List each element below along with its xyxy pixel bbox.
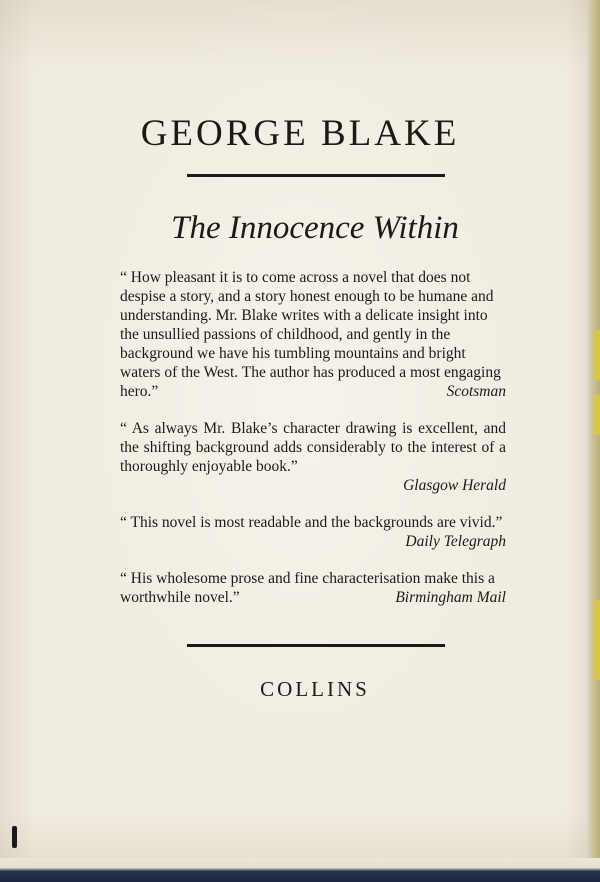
review-source-row xyxy=(120,476,506,495)
review-text: “ His wholesome prose and fine characterisation make this a worthwhile novel.” xyxy=(120,570,495,606)
review-quote-scotsman xyxy=(120,268,506,401)
review-text: “ How pleasant it is to come across a novel that does not despise a story, and a story honest enough to be humane and understanding. Mr. Blake writes with a delicate insight into the unsullied passions of childhood, and gently in the background we have his tumbling mountains and bright waters of the West. The author has produced a most engaging hero.” xyxy=(120,269,501,400)
top-divider xyxy=(187,174,445,177)
bottom-divider xyxy=(187,644,445,647)
review-quote-birmingham-mail xyxy=(120,569,506,607)
review-quotes xyxy=(120,268,506,625)
review-source: Daily Telegraph xyxy=(405,533,506,550)
worn-mark xyxy=(12,826,17,848)
review-source: Glasgow Herald xyxy=(403,477,506,494)
review-quote-daily-telegraph xyxy=(120,513,506,551)
book-title: The Innocence Within xyxy=(171,210,459,246)
author-name: GEORGE BLAKE xyxy=(140,113,460,154)
review-text: “ This novel is most readable and the backgrounds are vivid.” xyxy=(120,514,503,531)
cover-bottom-edge xyxy=(0,858,600,882)
review-quote-glasgow-herald xyxy=(120,419,506,495)
review-text: “ As always Mr. Blake’s character drawing is excellent, and the shifting background adds considerably to the interest of a thoroughly enjoyable book.” xyxy=(120,420,506,475)
review-source: Scotsman xyxy=(446,383,506,400)
review-source: Birmingham Mail xyxy=(395,589,506,606)
publisher-name: COLLINS xyxy=(260,677,370,701)
